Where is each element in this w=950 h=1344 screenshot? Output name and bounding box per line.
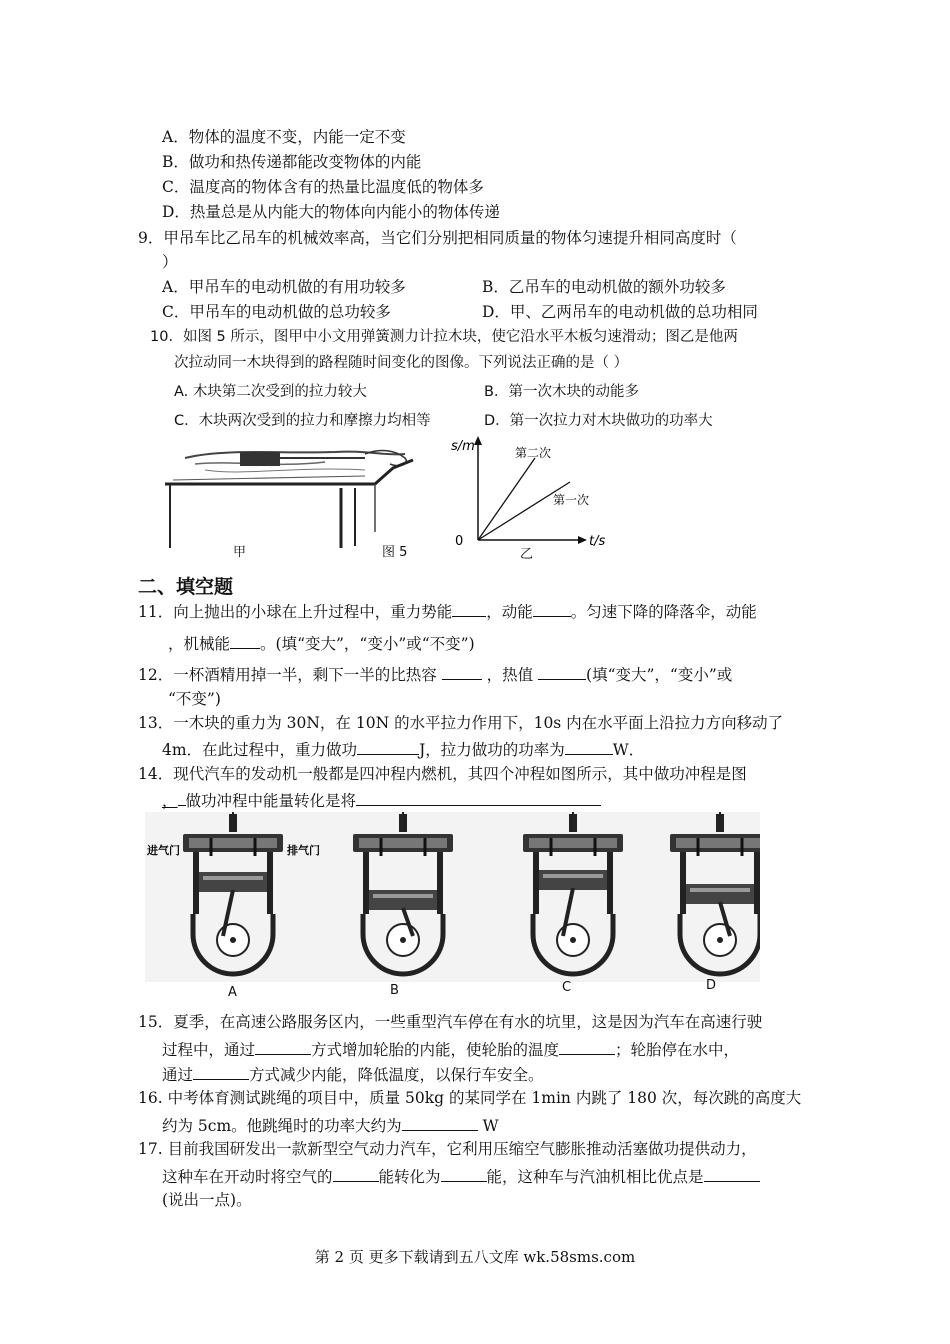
q11-blank-2[interactable] — [533, 600, 571, 617]
q13-blank-1[interactable] — [357, 738, 419, 755]
q11-line2 — [168, 632, 475, 654]
q15-blank-3[interactable] — [193, 1063, 249, 1080]
engine-label-d: D — [706, 978, 717, 993]
q9-stem: 9．甲吊车比乙吊车的机械效率高，当它们分别把相同质量的物体匀速提升相同高度时（ — [138, 229, 737, 247]
q15-line3 — [162, 1063, 544, 1085]
q12-text-b: ，热值 — [481, 666, 539, 684]
q15-text-a: 过程中，通过 — [162, 1041, 256, 1059]
graph-label-first: 第一次 — [553, 493, 590, 507]
q15-text-e: 方式减少内能，降低温度，以保行车安全。 — [249, 1066, 544, 1084]
q9-option-c: C．甲吊车的电动机做的总功较多 — [162, 303, 391, 321]
graph-origin: 0 — [455, 534, 464, 549]
q11-blank-1[interactable] — [452, 600, 486, 617]
q11-text-a: 11．向上抛出的小球在上升过程中，重力势能 — [138, 603, 453, 621]
page-footer: 第 2 页 更多下载请到五八文库 wk.58sms.com — [314, 1248, 636, 1266]
q14-text-a: ， — [162, 792, 178, 810]
q16-blank-1[interactable] — [402, 1114, 478, 1131]
q10-stem: 10．如图 5 所示，图甲中小文用弹簧测力计拉木块，使它沿水平木板匀速滑动；图乙是他两 — [150, 329, 738, 345]
graph-label-second: 第二次 — [515, 446, 552, 460]
q17-text-c: 能，这种车与汽油机相比优点是 — [486, 1168, 704, 1186]
figure-jia-table — [165, 440, 430, 550]
q17-blank-3[interactable] — [704, 1165, 760, 1182]
q10-option-b: B．第一次木块的动能多 — [484, 384, 639, 400]
q15-text-c: ；轮胎停在水中， — [615, 1041, 740, 1059]
q15-text-d: 通过 — [162, 1066, 194, 1084]
q8-option-a: A．物体的温度不变，内能一定不变 — [162, 128, 406, 146]
q15-blank-2[interactable] — [559, 1038, 615, 1055]
q10-option-d: D．第一次拉力对木块做功的功率大 — [484, 413, 713, 429]
q14-text-b: 做功冲程中能量转化是将 — [185, 792, 357, 810]
figure-5-caption: 图 5 — [382, 545, 408, 560]
engine-label-a: A — [228, 985, 237, 1000]
q8-option-c: C．温度高的物体含有的热量比温度低的物体多 — [162, 178, 484, 196]
q10-option-a: A. 木块第二次受到的拉力较大 — [174, 384, 367, 400]
engine-diagram — [353, 812, 453, 974]
figure-jia-label: 甲 — [233, 545, 247, 560]
q15-blank-1[interactable] — [255, 1038, 311, 1055]
q14-blank-1[interactable] — [178, 789, 186, 806]
graph-line-first — [478, 482, 570, 540]
graph-xlabel: t/s — [589, 534, 606, 549]
q11-blank-3[interactable] — [230, 632, 260, 649]
q16-line1: 16. 中考体育测试跳绳的项目中，质量 50kg 的某同学在 1min 内跳了 180 次，每次跳的高度大 — [138, 1089, 802, 1107]
q9-option-a: A．甲吊车的电动机做的有用功较多 — [162, 278, 406, 296]
q10-stem-cont: 次拉动同一木块得到的路程随时间变化的图像。下列说法正确的是（ ） — [174, 355, 629, 371]
q13-blank-2[interactable] — [565, 738, 613, 755]
engine-label-c: C — [562, 980, 572, 995]
q17-line3: (说出一点)。 — [162, 1191, 252, 1209]
q13-text-c: W． — [612, 741, 645, 759]
q15-line1: 15．夏季，在高速公路服务区内，一些重型汽车停在有水的坑里，这是因为汽车在高速行驶 — [138, 1013, 763, 1031]
q17-line1: 17. 目前我国研发出一款新型空气动力汽车，它利用压缩空气膨胀推动活塞做功提供动力， — [138, 1140, 757, 1158]
q9-stem-cont: ） — [162, 253, 178, 271]
q12-line2: “不变”) — [168, 690, 221, 708]
q16-text-a: 约为 5cm。他跳绳时的功率大约为 — [162, 1117, 402, 1135]
q17-blank-2[interactable] — [441, 1165, 487, 1182]
engine-label-b: B — [390, 983, 399, 998]
q17-blank-1[interactable] — [333, 1165, 379, 1182]
q11-line1 — [138, 600, 757, 622]
q8-option-d: D．热量总是从内能大的物体向内能小的物体传递 — [162, 203, 500, 221]
graph-ylabel: s/m — [451, 439, 475, 454]
q11-text-b: ，动能 — [486, 603, 533, 621]
q12-blank-1[interactable] — [442, 663, 482, 680]
q11-text-d: ，机械能 — [168, 635, 231, 653]
section-title: 二、填空题 — [138, 576, 234, 598]
q14-line1: 14．现代汽车的发动机一般都是四冲程内燃机，其四个冲程如图所示，其中做功冲程是图 — [138, 765, 747, 783]
q12-line1 — [138, 663, 732, 685]
engine-strokes-figure — [145, 812, 760, 1007]
intake-valve-label: 进气门 — [147, 844, 180, 857]
figure-yi-graph — [445, 432, 615, 557]
q17-line2 — [162, 1165, 760, 1187]
q11-text-e: 。(填“变大”，“变小”或“不变”) — [260, 635, 475, 653]
engine-diagram — [523, 812, 623, 974]
q16-text-b: W — [477, 1117, 499, 1135]
q13-line1: 13．一木块的重力为 30N，在 10N 的水平拉力作用下，10s 内在水平面上沿拉力方向移动了 — [138, 714, 784, 732]
q12-blank-2[interactable] — [538, 663, 586, 680]
q9-option-b: B．乙吊车的电动机做的额外功较多 — [482, 278, 726, 296]
q12-text-a: 12．一杯酒精用掉一半，剩下一半的比热容 — [138, 666, 442, 684]
q8-option-b: B．做功和热传递都能改变物体的内能 — [162, 153, 422, 171]
q15-text-b: 方式增加轮胎的内能，使轮胎的温度 — [311, 1041, 560, 1059]
q15-line2 — [162, 1038, 739, 1060]
engine-diagram — [183, 812, 283, 974]
q16-line2 — [162, 1114, 499, 1136]
q14-blank-2[interactable] — [356, 789, 601, 806]
q14-line2 — [162, 789, 601, 811]
q9-option-d: D．甲、乙两吊车的电动机做的总功相同 — [482, 303, 758, 321]
q17-text-b: 能转化为 — [378, 1168, 441, 1186]
q13-text-a: 4m．在此过程中，重力做功 — [162, 741, 358, 759]
graph-line-second — [478, 458, 535, 540]
q17-text-a: 这种车在开动时将空气的 — [162, 1168, 333, 1186]
q12-text-c: (填“变大”，“变小”或 — [586, 666, 733, 684]
q13-text-b: J，拉力做功的功率为 — [419, 741, 565, 759]
q13-line2 — [162, 738, 644, 760]
q11-text-c: 。匀速下降的降落伞，动能 — [570, 603, 757, 621]
q10-option-c: C．木块两次受到的拉力和摩擦力均相等 — [174, 413, 431, 429]
figure-yi-label: 乙 — [520, 547, 534, 562]
exhaust-valve-label: 排气门 — [287, 844, 320, 857]
